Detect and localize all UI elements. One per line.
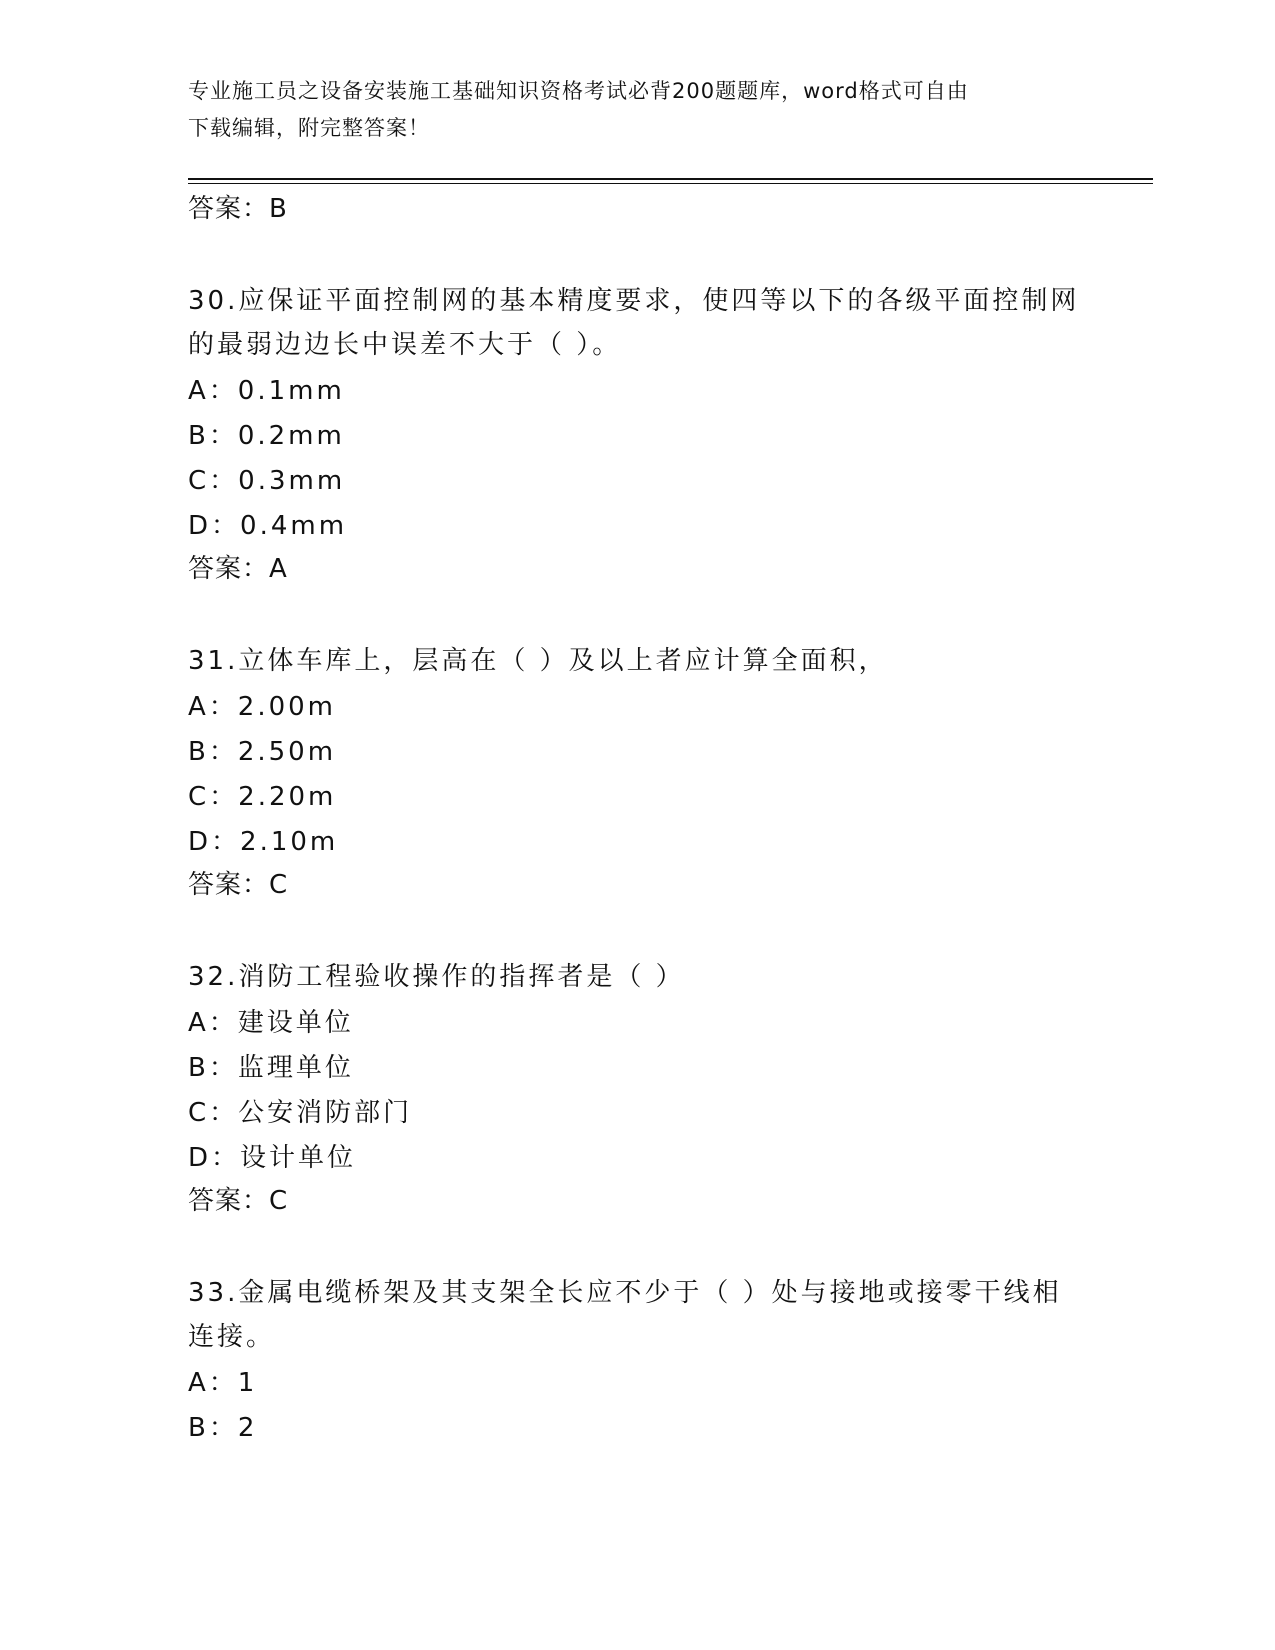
q30-stem-line-1: 30.应保证平面控制网的基本精度要求，使四等以下的各级平面控制网 — [188, 286, 1080, 316]
header-divider-thick — [188, 178, 1153, 180]
header-line-1: 专业施工员之设备安装施工基础知识资格考试必背200题题库，word格式可自由 — [188, 79, 969, 103]
q31-stem-line-1: 31.立体车库上，层高在（ ）及以上者应计算全面积， — [188, 646, 888, 676]
q30-stem-line-2: 的最弱边边长中误差不大于（ ）。 — [188, 330, 622, 360]
q33-stem-line-2: 连接。 — [188, 1322, 276, 1352]
q30-option-c: C：0.3mm — [188, 466, 346, 496]
header-divider-thin — [188, 183, 1153, 184]
q31-answer: 答案：C — [188, 870, 289, 900]
page-header — [188, 73, 1068, 147]
q31-option-a: A：2.00m — [188, 692, 337, 722]
q32-option-c: C：公安消防部门 — [188, 1098, 413, 1128]
q30-answer: 答案：A — [188, 554, 288, 584]
q31-option-c: C：2.20m — [188, 782, 337, 812]
q30-option-a: A：0.1mm — [188, 376, 345, 406]
q32-answer: 答案：C — [188, 1186, 289, 1216]
header-line-2: 下载编辑，附完整答案！ — [188, 116, 430, 140]
q33-option-a: A：1 — [188, 1368, 258, 1398]
q32-option-a: A：建设单位 — [188, 1008, 354, 1038]
q31-option-d: D：2.10m — [188, 827, 339, 857]
q32-option-b: B：监理单位 — [188, 1053, 354, 1083]
q33-stem-line-1: 33.金属电缆桥架及其支架全长应不少于（ ）处与接地或接零干线相 — [188, 1278, 1062, 1308]
prev-answer: 答案：B — [188, 194, 288, 224]
q31-option-b: B：2.50m — [188, 737, 337, 767]
q30-option-b: B：0.2mm — [188, 421, 345, 451]
q32-option-d: D：设计单位 — [188, 1143, 357, 1173]
q30-option-d: D：0.4mm — [188, 511, 348, 541]
q32-stem-line-1: 32.消防工程验收操作的指挥者是（ ） — [188, 962, 685, 992]
q33-option-b: B：2 — [188, 1413, 258, 1443]
